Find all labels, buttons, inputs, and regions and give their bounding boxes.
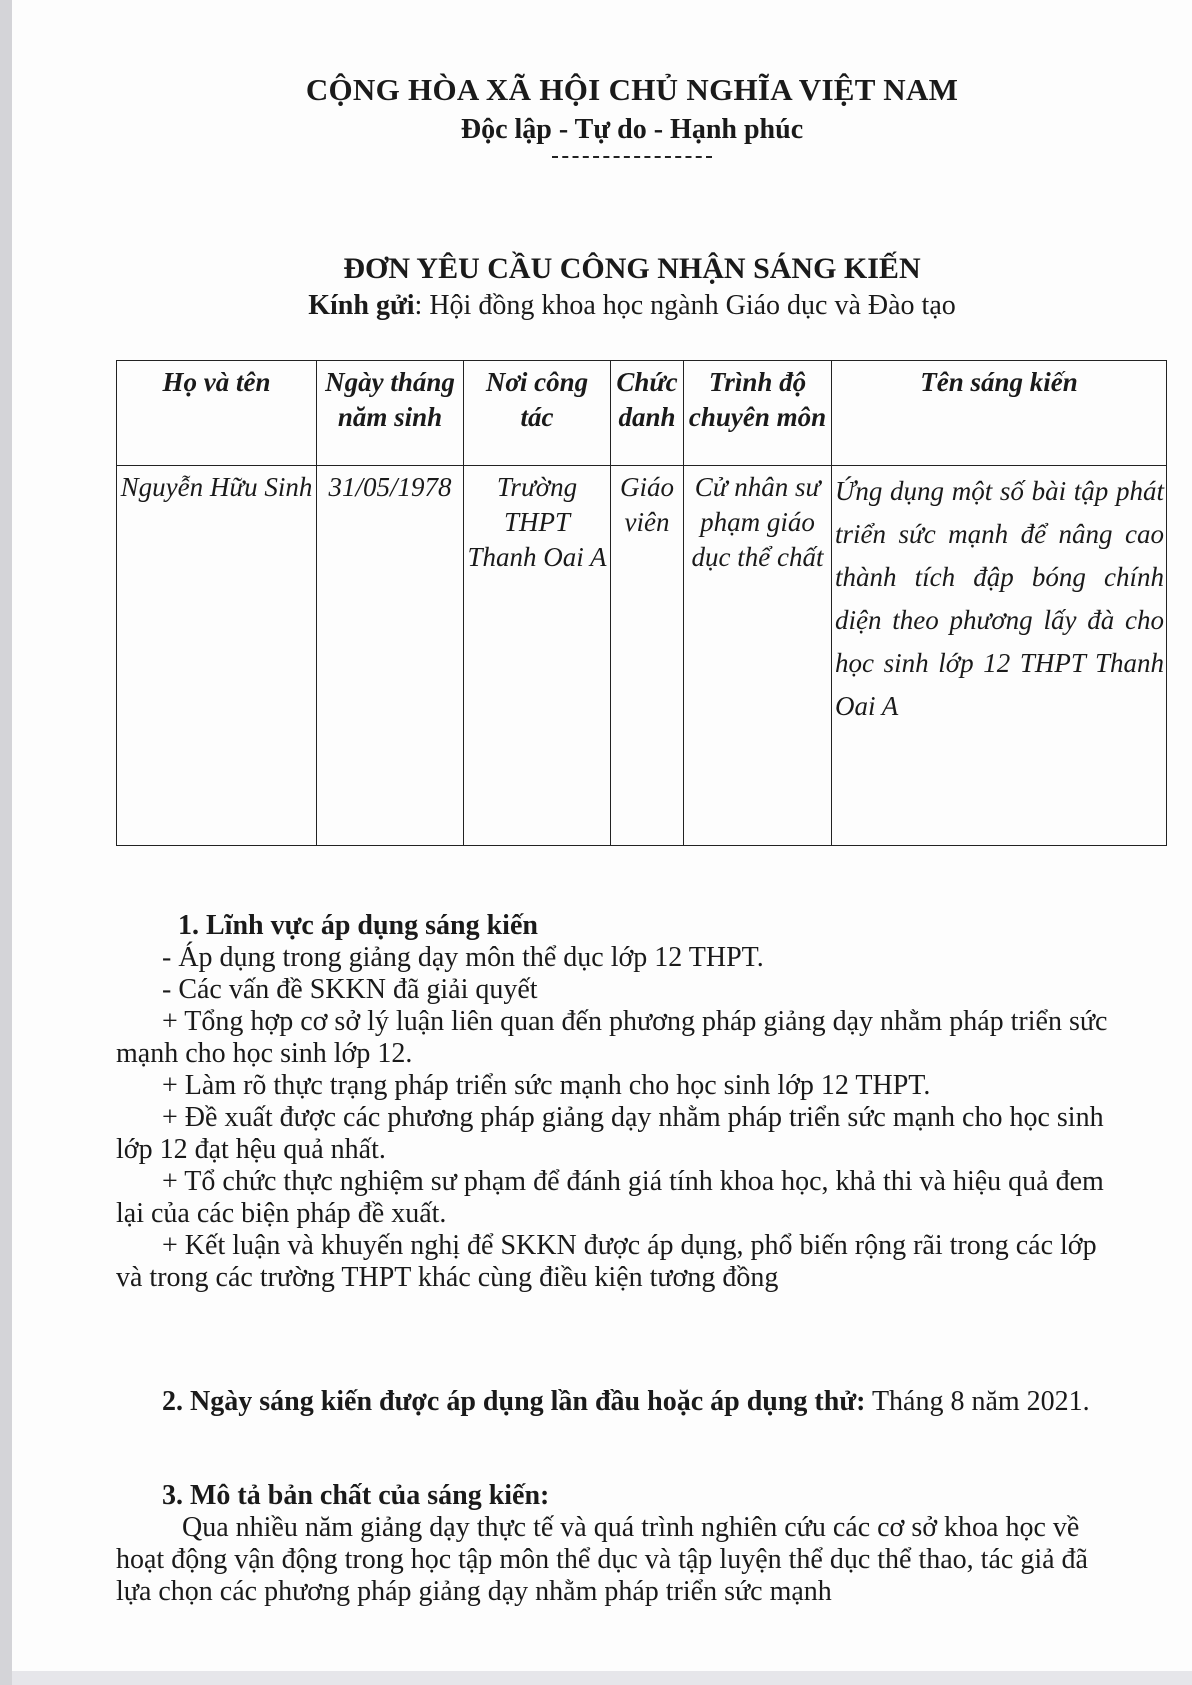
cell-full-name: Nguyễn Hữu Sinh	[117, 466, 317, 846]
section-1-line: - Các vấn đề SKKN đã giải quyết	[162, 974, 538, 1005]
section-1-line: - Áp dụng trong giảng dạy môn thể dục lớp 12 THPT.	[162, 942, 764, 973]
cell-position: Giáo viên	[611, 466, 684, 846]
national-motto: Độc lập - Tự do - Hạnh phúc	[460, 114, 804, 145]
header-birth-date: Ngày tháng năm sinh	[317, 361, 464, 466]
document-title: ĐƠN YÊU CẦU CÔNG NHẬN SÁNG KIẾN	[343, 252, 921, 285]
recipient-value: : Hội đồng khoa học ngành Giáo dục và Đào tạo	[414, 290, 956, 321]
section-1-item: + Kết luận và khuyến nghị để SKKN được áp dụng, phổ biến rộng rãi trong các lớp và trong các trường THPT khác cùng điều kiện tương đồng	[116, 1230, 1097, 1293]
section-1-item: + Làm rõ thực trạng pháp triển sức mạnh cho học sinh lớp 12 THPT.	[162, 1070, 931, 1101]
recipient-line	[72, 290, 1192, 322]
header-divider	[552, 156, 712, 158]
section-3-paragraph: Qua nhiều năm giảng dạy thực tế và quá trình nghiên cứu các cơ sở khoa học về hoạt động vận động trong học tập môn thể dục và tập luyện thể dục thể thao, tác giả đã lựa chọn các phương pháp giảng dạy nhằm pháp triển sức mạnh	[116, 1512, 1088, 1607]
cell-birth-date: 31/05/1978	[317, 466, 464, 846]
section-2-value: Tháng 8 năm 2021.	[865, 1386, 1090, 1417]
header-position: Chức danh	[611, 361, 684, 466]
section-2	[116, 1386, 1116, 1418]
national-title: CỘNG HÒA XÃ HỘI CHỦ NGHĨA VIỆT NAM	[305, 72, 959, 107]
header-full-name: Họ và tên	[117, 361, 317, 466]
cell-qualification: Cử nhân sư phạm giáo dục thể chất	[684, 466, 832, 846]
section-1-item: + Tổng hợp cơ sở lý luận liên quan đến phương pháp giảng dạy nhằm pháp triển sức mạnh cho học sinh lớp 12.	[116, 1006, 1108, 1069]
table-row	[117, 466, 1167, 846]
section-3	[116, 1480, 1116, 1608]
cell-workplace: Trường THPT Thanh Oai A	[464, 466, 611, 846]
table-header-row	[117, 361, 1167, 466]
page-edge	[12, 1671, 1192, 1685]
header-qualification: Trình độ chuyên môn	[684, 361, 832, 466]
section-1-item: + Đề xuất được các phương pháp giảng dạy nhằm pháp triển sức mạnh cho học sinh lớp 12 đạt hệu quả nhất.	[116, 1102, 1104, 1165]
cell-initiative-name: Ứng dụng một số bài tập phát triển sức mạnh để nâng cao thành tích đập bóng chính diện theo phương lấy đà cho học sinh lớp 12 THPT Thanh Oai A	[832, 466, 1167, 846]
section-1-item: + Tổ chức thực nghiệm sư phạm để đánh giá tính khoa học, khả thi và hiệu quả đem lại của các biện pháp đề xuất.	[116, 1166, 1104, 1229]
section-1	[116, 910, 1116, 1294]
section-3-heading: 3. Mô tả bản chất của sáng kiến:	[162, 1480, 550, 1511]
document-header	[12, 72, 1192, 158]
applicant-table	[116, 360, 1167, 846]
header-initiative-name: Tên sáng kiến	[832, 361, 1167, 466]
recipient-label: Kính gửi	[308, 290, 415, 321]
header-workplace: Nơi công tác	[464, 361, 611, 466]
section-2-heading: 2. Ngày sáng kiến được áp dụng lần đầu hoặc áp dụng thử:	[162, 1386, 866, 1417]
section-1-heading: 1. Lĩnh vực áp dụng sáng kiến	[178, 910, 538, 941]
